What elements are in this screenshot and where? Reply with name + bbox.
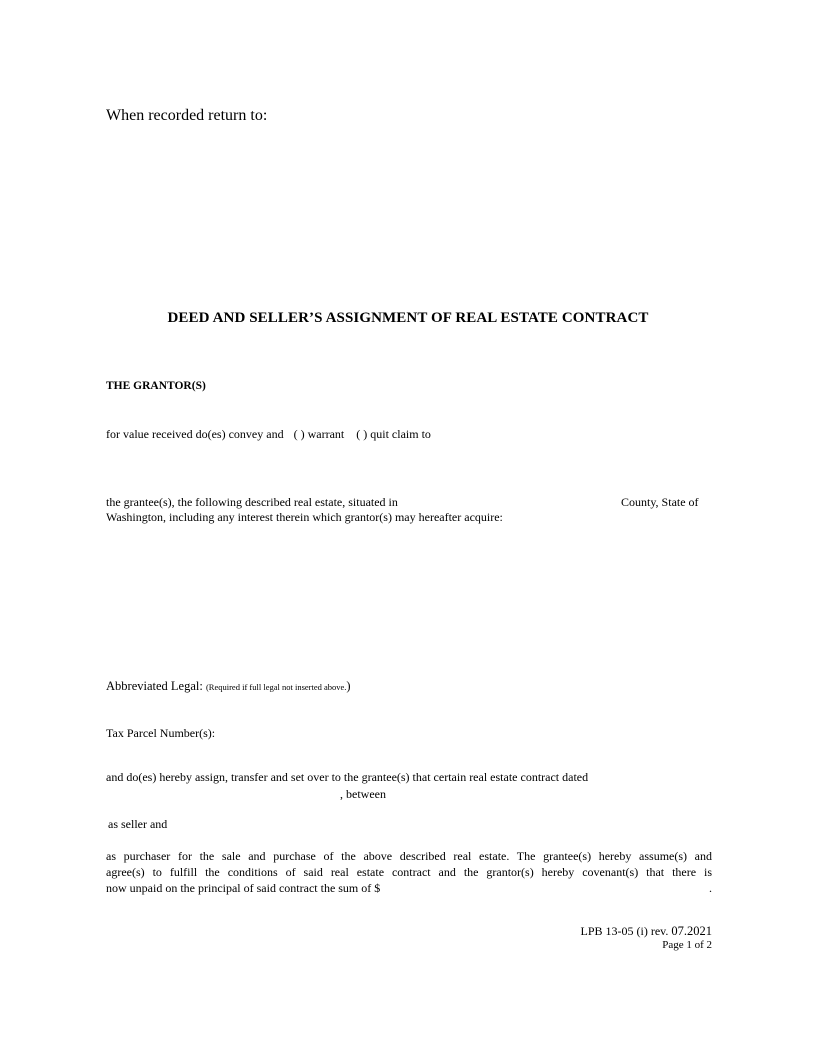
- warrant-label: warrant: [307, 427, 345, 441]
- assignment-line-1: and do(es) hereby assign, transfer and set over to the grantee(s) that certain real estate contract dated: [106, 770, 589, 784]
- abbreviated-legal-label: Abbreviated Legal:: [106, 679, 203, 693]
- as-seller-label: as seller and: [108, 817, 168, 831]
- abbreviated-legal-close: ): [346, 679, 351, 693]
- document-title: DEED AND SELLER’S ASSIGNMENT OF REAL ESTATE CONTRACT: [167, 310, 649, 326]
- abbreviated-legal-note: (Required if full legal not inserted above.: [205, 682, 347, 692]
- purchaser-line-1: as purchaser for the sale and purchase of the above described real estate. The grantee(s) hereby assume(s) and: [106, 849, 712, 863]
- form-number: LPB 13-05 (i) rev.: [580, 924, 669, 938]
- assignment-between: , between: [340, 787, 386, 801]
- purchaser-line-2: agree(s) to fulfill the conditions of said real estate contract and the grantor(s) hereby covenant(s) that there is: [106, 865, 712, 879]
- county-state-label: County, State of: [621, 495, 699, 509]
- purchaser-paragraph: [106, 848, 712, 896]
- grantee-line-2: Washington, including any interest therein which grantor(s) may hereafter acquire:: [106, 510, 503, 524]
- return-to-label: When recorded return to:: [106, 107, 268, 124]
- abbreviated-legal: [106, 679, 351, 694]
- tax-parcel-label: Tax Parcel Number(s):: [106, 726, 216, 740]
- form-identifier: [581, 924, 713, 939]
- grantee-line-1: the grantee(s), the following described real estate, situated in: [106, 495, 398, 509]
- purchaser-line-3: [106, 880, 712, 896]
- quitclaim-checkbox[interactable]: ( ): [356, 427, 368, 441]
- convey-text: for value received do(es) convey and: [106, 427, 284, 441]
- unpaid-sum-text: now unpaid on the principal of said contract the sum of $: [106, 881, 381, 895]
- convey-line: [106, 427, 431, 442]
- revision-date: 07.2021: [671, 924, 712, 938]
- unpaid-sum-end: .: [709, 881, 712, 895]
- quitclaim-label: quit claim to: [370, 427, 431, 441]
- page-number: Page 1 of 2: [662, 939, 712, 951]
- warrant-checkbox[interactable]: ( ): [293, 427, 305, 441]
- grantors-label: THE GRANTOR(S): [106, 380, 206, 392]
